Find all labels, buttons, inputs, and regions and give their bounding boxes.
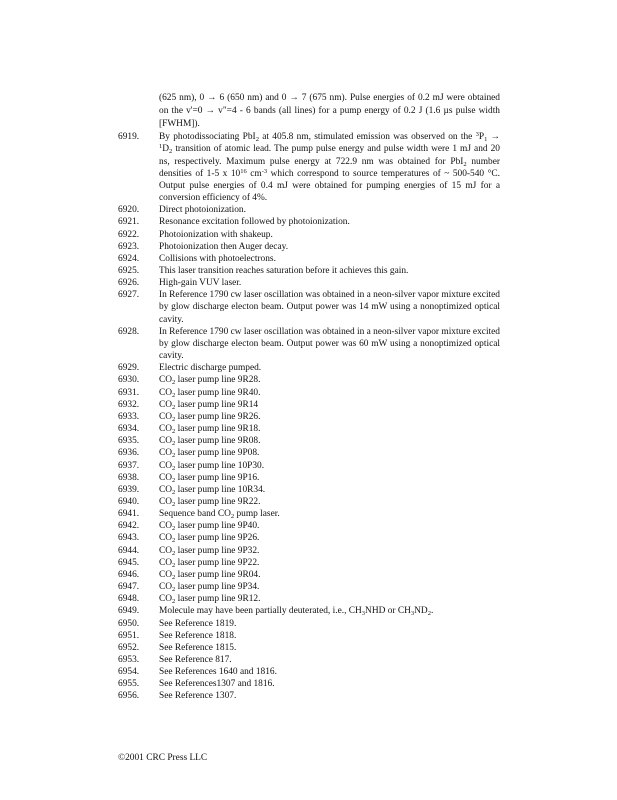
- note-number: 6943.: [118, 533, 140, 544]
- note-text: In Reference 1790 cw laser oscillation was obtained in a neon-silver vapor mixture excited by glow discharge electon beam. Output power was 60 mW using a nonoptimized optical cavity.: [159, 326, 500, 362]
- note-text: $CO_2$ laser pump line 9P08.: [159, 448, 260, 460]
- note-6941: [118, 508, 500, 520]
- note-6952: [118, 642, 500, 654]
- note-number: 6939.: [118, 484, 140, 495]
- note-6944: [118, 545, 500, 557]
- note-6932: [118, 399, 500, 411]
- note-6947: [118, 581, 500, 593]
- note-number: 6929.: [118, 363, 140, 374]
- note-number: 6954.: [118, 667, 140, 678]
- note-6938: [118, 472, 500, 484]
- note-text: Sequence band $CO_2$ pump laser.: [159, 509, 280, 521]
- note-number: 6949.: [118, 606, 140, 617]
- note-number: 6938.: [118, 472, 140, 483]
- note-text: Molecule may have been partially deuterated, i.e., $CH_3NHD$ or $CH_3ND_2$.: [159, 606, 434, 618]
- note-6936: [118, 447, 500, 459]
- note-text: $CO_2$ laser pump line 9R26.: [159, 411, 261, 423]
- note-number: 6924.: [118, 253, 140, 264]
- note-6945: [118, 557, 500, 569]
- note-6927: [118, 289, 500, 325]
- note-6926: [118, 277, 500, 289]
- note-number: 6947.: [118, 582, 140, 593]
- note-6925: [118, 265, 500, 277]
- note-6949: [118, 605, 500, 617]
- note-number: 6933.: [118, 411, 140, 422]
- note-text: By photodissociating PbI$_2$ at 405.8 nm, stimulated emission was observed on the $^3P_1 \to ^1D_2$ transition of atomic lead. The pump pulse energy and pulse width were 1 mJ and 20 ns, respectively. Maximum pulse energy at 722.9 nm was obtained for PbI$_2$ number densities of 1-5 x $10^{16}$ $cm^{-3}$ which correspond to source temperatures of ~ 500-540 °C. Output pulse energies of 0.4 mJ were obtained for pumping energies of 15 mJ for a conversion efficiency of 4%.: [159, 131, 501, 204]
- note-6920: [118, 204, 500, 216]
- note-number: 6953.: [118, 655, 140, 665]
- note-number: 6931.: [118, 387, 140, 398]
- note-text: $CO_2$ laser pump line 9R28.: [159, 375, 261, 387]
- note-text: Direct photoionization.: [159, 205, 246, 216]
- note-text: Photoionization with shakeup.: [159, 229, 273, 240]
- note-number: 6923.: [118, 241, 140, 252]
- note-6956: [118, 690, 500, 702]
- note-6950: [118, 618, 500, 630]
- note-text: $CO_2$ laser pump line 9R12.: [159, 594, 261, 606]
- note-text: $CO_2$ laser pump line 9P22.: [159, 557, 260, 569]
- note-6922: [118, 229, 500, 241]
- note-text: $CO_2$ laser pump line 10R34.: [159, 484, 266, 496]
- note-6953: [118, 654, 500, 666]
- note-text: $CO_2$ laser pump line 9R40.: [159, 387, 261, 399]
- note-6931: [118, 387, 500, 399]
- note-text: $CO_2$ laser pump line 9R08.: [159, 436, 261, 448]
- note-text: See Reference 1819.: [159, 618, 237, 629]
- note-6939: [118, 484, 500, 496]
- note-text: See Reference 817.: [159, 655, 232, 665]
- copyright-footer: ©2001 CRC Press LLC: [118, 753, 208, 763]
- note-number: 6925.: [118, 266, 140, 276]
- note-text: $CO_2$ laser pump line 9R14: [159, 399, 259, 411]
- note-text: See Reference 1818.: [159, 630, 237, 641]
- note-number: 6919.: [118, 132, 140, 143]
- note-text: $CO_2$ laser pump line 9P34.: [159, 582, 260, 594]
- note-number: 6932.: [118, 399, 140, 410]
- note-text: $CO_2$ laser pump line 9R22.: [159, 496, 261, 508]
- note-number: 6937.: [118, 460, 140, 471]
- note-text: High-gain VUV laser.: [159, 278, 242, 289]
- note-number: 6922.: [118, 229, 140, 240]
- note-number: 6945.: [118, 557, 140, 568]
- note-6924: [118, 253, 500, 265]
- note-text: See Reference 1815.: [159, 642, 237, 653]
- note-number: 6941.: [118, 509, 140, 520]
- note-number: 6952.: [118, 642, 140, 653]
- note-6919: [118, 131, 500, 204]
- note-number: 6940.: [118, 496, 140, 507]
- note-6954: [118, 666, 500, 678]
- note-number: 6944.: [118, 545, 140, 556]
- note-6942: [118, 520, 500, 532]
- note-6940: [118, 496, 500, 508]
- note-text: $CO_2$ laser pump line 9R18.: [159, 424, 261, 436]
- note-number: 6946.: [118, 569, 140, 580]
- note-text: This laser transition reaches saturation before it achieves this gain.: [159, 266, 409, 276]
- note-number: 6920.: [118, 205, 140, 216]
- note-number: 6930.: [118, 375, 140, 386]
- note-text: Resonance excitation followed by photoionization.: [159, 217, 350, 228]
- note-6943: [118, 532, 500, 544]
- note-number: 6935.: [118, 436, 140, 447]
- note-6923: [118, 241, 500, 253]
- note-number: 6951.: [118, 630, 140, 641]
- note-number: 6921.: [118, 217, 140, 228]
- note-6933: [118, 411, 500, 423]
- note-text: $CO_2$ laser pump line 9P32.: [159, 545, 260, 557]
- note-text: Photoionization then Auger decay.: [159, 241, 289, 252]
- note-number: 6927.: [118, 290, 140, 301]
- note-6934: [118, 423, 500, 435]
- note-6930: [118, 374, 500, 386]
- note-6946: [118, 569, 500, 581]
- note-number: 6926.: [118, 278, 140, 289]
- note-text: Collisions with photoelectrons.: [159, 253, 276, 264]
- note-number: 6956.: [118, 691, 140, 702]
- note-6928: [118, 326, 500, 362]
- note-number: 6955.: [118, 679, 140, 690]
- note-text: Electric discharge pumped.: [159, 363, 262, 374]
- note-number: 6936.: [118, 448, 140, 459]
- note-number: 6942.: [118, 521, 140, 532]
- note-text: In Reference 1790 cw laser oscillation was obtained in a neon-silver vapor mixture excited by glow discharge electon beam. Output power was 14 mW using a nonoptimized optical cavity.: [159, 290, 500, 325]
- note-text: See References1307 and 1816.: [159, 679, 275, 690]
- note-text: See References 1640 and 1816.: [159, 667, 277, 678]
- note-6921: [118, 216, 500, 228]
- note-6935: [118, 435, 500, 447]
- note-number: 6928.: [118, 326, 140, 337]
- note-6951: [118, 630, 500, 642]
- note-number: 6948.: [118, 594, 140, 605]
- note-text: $CO_2$ laser pump line 9P26.: [159, 533, 260, 545]
- notes-body: [118, 92, 500, 703]
- note-number: 6934.: [118, 424, 140, 435]
- note-text: $CO_2$ laser pump line 9R04.: [159, 569, 261, 581]
- note-6937: [118, 460, 500, 472]
- note-text: See Reference 1307.: [159, 691, 237, 702]
- note-text: $CO_2$ laser pump line 9P40.: [159, 521, 260, 533]
- note-text: $CO_2$ laser pump line 9P16.: [159, 472, 260, 484]
- note-6929: [118, 362, 500, 374]
- note-number: 6950.: [118, 618, 140, 629]
- note-continuation: (625 nm), 0 → 6 (650 nm) and 0 → 7 (675 nm). Pulse energies of 0.2 mJ were obtained on the v'=0 → v"=4 - 6 bands (all lines) for a pump energy of 0.2 J (1.6 µs pulse width [FWHM]).: [159, 93, 500, 130]
- note-6955: [118, 678, 500, 690]
- note-text: $CO_2$ laser pump line 10P30.: [159, 460, 265, 472]
- note-6948: [118, 593, 500, 605]
